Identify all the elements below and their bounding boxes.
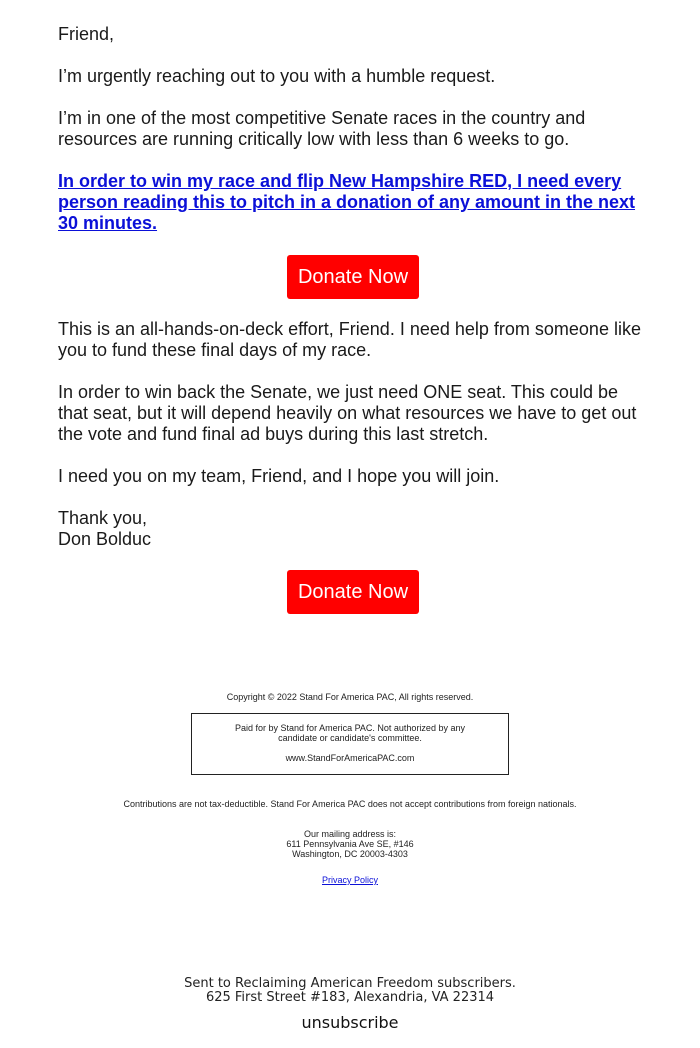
- donation-link-paragraph: [58, 171, 648, 234]
- website-text: www.StandForAmericaPAC.com: [285, 753, 415, 763]
- email-body: [58, 24, 648, 614]
- paid-for-line-1: Paid for by Stand for America PAC. Not authorized by any: [235, 723, 465, 733]
- sender-address: 625 First Street #183, Alexandria, VA 22314: [205, 990, 495, 1005]
- address-line-1: 611 Pennsylvania Ave SE, #146: [286, 839, 414, 849]
- paid-for-box: [191, 713, 509, 775]
- paragraph-join: I need you on my team, Friend, and I hope you will join.: [58, 466, 500, 486]
- copyright: Copyright © 2022 Stand For America PAC, All rights reserved.: [226, 692, 474, 702]
- contributions-notice: Contributions are not tax-deductible. Stand For America PAC does not accept contributions from foreign nationals.: [123, 799, 577, 809]
- donate-button-wrap-2: [58, 570, 648, 614]
- privacy-policy-link[interactable]: Privacy Policy: [321, 875, 378, 885]
- signature: Don Bolduc: [58, 529, 152, 549]
- paragraph-request: I’m urgently reaching out to you with a humble request.: [58, 66, 496, 86]
- donate-now-button-2[interactable]: Donate Now: [287, 570, 419, 614]
- signoff: Thank you,: [58, 508, 148, 528]
- mailing-label: Our mailing address is:: [303, 829, 397, 839]
- paragraph-race: I’m in one of the most competitive Senate races in the country and resources are running critically low with less than 6 weeks to go.: [58, 108, 586, 149]
- donate-now-button[interactable]: Donate Now: [287, 255, 419, 299]
- mailing-address: [0, 829, 700, 859]
- unsubscribe-link[interactable]: unsubscribe: [301, 1013, 399, 1032]
- paid-for-line-2: candidate or candidate's committee.: [278, 733, 422, 743]
- donate-button-wrap-1: [58, 255, 648, 299]
- address-line-2: Washington, DC 20003-4303: [292, 849, 408, 859]
- greeting: Friend,: [58, 24, 115, 44]
- paragraph-senate: In order to win back the Senate, we just need ONE seat. This could be that seat, but it will depend heavily on what resources we have to get out the vote and fund final ad buys during this last stretch.: [58, 382, 637, 444]
- paragraph-effort: This is an all-hands-on-deck effort, Friend. I need help from someone like you to fund these final days of my race.: [58, 319, 641, 360]
- privacy-wrap: [0, 875, 700, 885]
- sent-to: Sent to Reclaiming American Freedom subscribers.: [184, 976, 516, 991]
- donation-link[interactable]: In order to win my race and flip New Hampshire RED, I need every person reading this to pitch in a donation of any amount in the next 30 minutes.: [58, 171, 636, 233]
